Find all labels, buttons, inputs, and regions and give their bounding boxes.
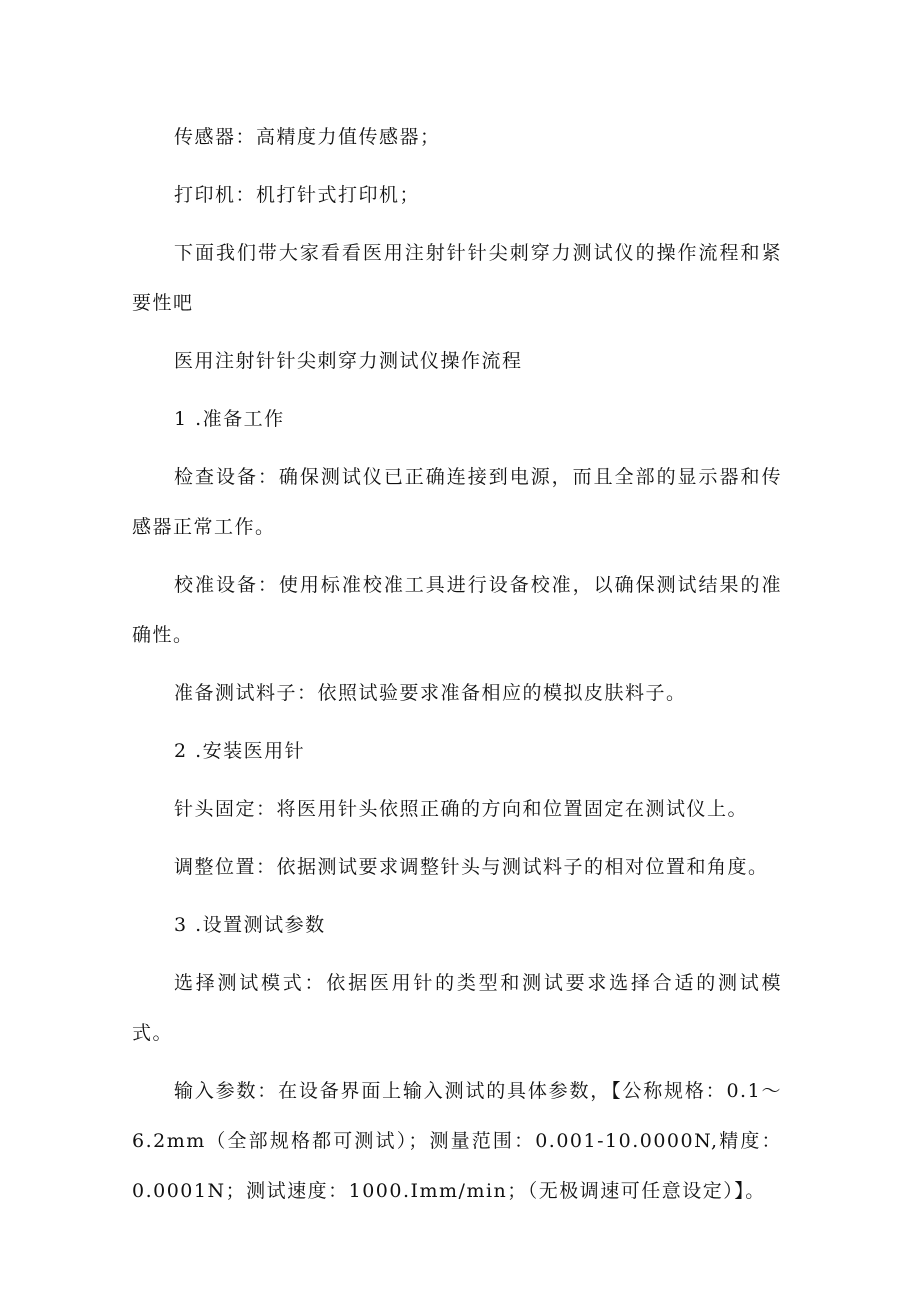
paragraph-adjust-position: 调整位置：依据测试要求调整针头与测试料子的相对位置和角度。 bbox=[174, 856, 769, 878]
paragraph-intro: 下面我们带大家看看医用注射针针尖刺穿力测试仪的操作流程和紧要性吧 bbox=[132, 242, 782, 314]
step-heading-2: 2 .安装医用针 bbox=[174, 740, 306, 762]
paragraph-sensor: 传感器：高精度力值传感器； bbox=[174, 126, 441, 148]
paragraph-calibrate: 校准设备：使用标准校准工具进行设备校准，以确保测试结果的准确性。 bbox=[132, 574, 782, 646]
paragraph-input-params: 输入参数：在设备界面上输入测试的具体参数，【公称规格：0.1～6.2mm（全部规格都可测试）；测量范围：0.001-10.0000N,精度：0.0001N；测试速度：1000.Imm/min；（无极调速可任意设定）】。 bbox=[132, 1080, 782, 1202]
step-heading-1: 1 .准备工作 bbox=[174, 408, 285, 430]
document-body bbox=[132, 112, 782, 1216]
paragraph-select-mode: 选择测试模式：依据医用针的类型和测试要求选择合适的测试模式。 bbox=[132, 972, 782, 1044]
paragraph-prepare-material: 准备测试料子：依照试验要求准备相应的模拟皮肤料子。 bbox=[174, 682, 687, 704]
paragraph-printer: 打印机：机打针式打印机； bbox=[174, 184, 421, 206]
paragraph-check-device: 检查设备：确保测试仪已正确连接到电源，而且全部的显示器和传感器正常工作。 bbox=[132, 466, 782, 538]
paragraph-fix-needle: 针头固定：将医用针头依照正确的方向和位置固定在测试仪上。 bbox=[174, 798, 749, 820]
step-heading-3: 3 .设置测试参数 bbox=[174, 914, 326, 936]
section-title: 医用注射针针尖刺穿力测试仪操作流程 bbox=[174, 350, 523, 372]
